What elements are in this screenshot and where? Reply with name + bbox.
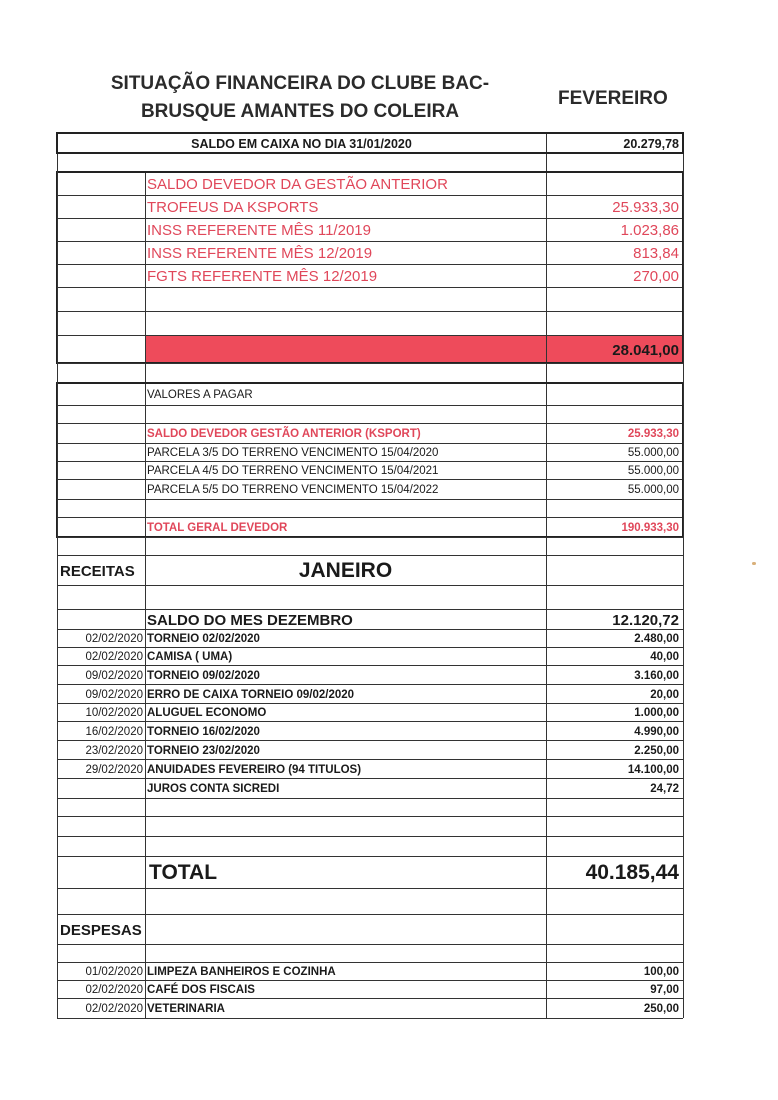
receita-desc: TORNEIO 16/02/2020 xyxy=(147,725,260,738)
a-pagar-header: VALORES A PAGAR xyxy=(147,389,253,401)
debito-label: FGTS REFERENTE MÊS 12/2019 xyxy=(147,268,378,285)
receita-value: 24,72 xyxy=(650,783,679,795)
debito-row xyxy=(57,264,683,288)
despesas-label: DESPESAS xyxy=(60,921,142,939)
receita-value: 14.100,00 xyxy=(627,763,679,776)
receitas-total-label: TOTAL xyxy=(149,861,218,884)
despesa-row xyxy=(57,980,683,999)
debito-value xyxy=(546,173,683,196)
debito-value: 1.023,86 xyxy=(620,222,679,239)
receita-desc: JUROS CONTA SICREDI xyxy=(147,783,280,795)
spacer-row xyxy=(57,537,683,556)
receitas-total-value: 40.185,44 xyxy=(585,861,679,884)
receita-row xyxy=(57,629,683,648)
despesa-date: 02/02/2020 xyxy=(85,1002,143,1015)
despesa-desc: VETERINARIA xyxy=(147,1002,225,1015)
a-pagar-row xyxy=(57,423,683,444)
despesa-desc: LIMPEZA BANHEIROS E COZINHA xyxy=(147,966,336,978)
empty-row xyxy=(57,944,683,963)
empty-row xyxy=(57,499,683,518)
receita-date: 16/02/2020 xyxy=(85,725,143,738)
debito-row xyxy=(57,172,683,196)
receita-row xyxy=(57,703,683,722)
spacer-row xyxy=(57,153,683,173)
despesa-value: 100,00 xyxy=(643,966,679,978)
a-pagar-label: PARCELA 4/5 DO TERRENO VENCIMENTO 15/04/2021 xyxy=(147,465,439,477)
saldo-mes-value: 12.120,72 xyxy=(612,611,679,629)
despesa-value: 250,00 xyxy=(643,1002,679,1015)
a-pagar-label: PARCELA 3/5 DO TERRENO VENCIMENTO 15/04/2020 xyxy=(147,447,439,459)
receita-date: 02/02/2020 xyxy=(85,633,143,645)
debito-label: SALDO DEVEDOR DA GESTÃO ANTERIOR xyxy=(147,176,448,193)
receitas-header-row xyxy=(57,555,683,586)
receita-value: 3.160,00 xyxy=(634,669,679,682)
saldo-caixa-value: 20.279,78 xyxy=(623,137,679,151)
a-pagar-header-row xyxy=(57,383,683,406)
receitas-label: RECEITAS xyxy=(60,562,135,580)
report-month: FEVEREIRO xyxy=(558,88,668,109)
report-title-line-2: BRUSQUE AMANTES DO COLEIRA xyxy=(140,101,460,122)
a-pagar-row xyxy=(57,461,683,480)
receita-row xyxy=(57,684,683,704)
receita-desc: CAMISA ( UMA) xyxy=(147,651,233,663)
a-pagar-total-label: TOTAL GERAL DEVEDOR xyxy=(147,522,288,534)
receita-desc: TORNEIO 23/02/2020 xyxy=(147,744,260,757)
receita-desc: TORNEIO 09/02/2020 xyxy=(147,669,260,682)
a-pagar-row xyxy=(57,479,683,500)
despesa-desc: CAFÉ DOS FISCAIS xyxy=(147,984,255,996)
despesa-value: 97,00 xyxy=(650,984,679,996)
empty-row xyxy=(57,287,683,312)
receita-date: 09/02/2020 xyxy=(85,669,143,682)
despesa-date: 01/02/2020 xyxy=(85,966,143,978)
despesa-row xyxy=(57,998,683,1019)
debito-row xyxy=(57,195,683,219)
debito-row xyxy=(57,218,683,242)
a-pagar-label: SALDO DEVEDOR GESTÃO ANTERIOR (KSPORT) xyxy=(147,428,421,440)
debitos-total-value: 28.041,00 xyxy=(612,341,679,359)
a-pagar-total-value: 190.933,30 xyxy=(621,522,679,534)
receita-date: 09/02/2020 xyxy=(85,688,143,701)
receita-value: 20,00 xyxy=(650,688,679,701)
receita-desc: ANUIDADES FEVEREIRO (94 TITULOS) xyxy=(147,763,362,776)
empty-row xyxy=(57,888,683,915)
saldo-mes-label: SALDO DO MES DEZEMBRO xyxy=(147,611,353,629)
a-pagar-value: 55.000,00 xyxy=(627,484,679,496)
receita-row xyxy=(57,665,683,685)
receitas-total-row xyxy=(57,856,683,889)
empty-row xyxy=(57,585,683,610)
receita-date: 23/02/2020 xyxy=(85,744,143,757)
despesa-row xyxy=(57,962,683,981)
despesas-header-row xyxy=(57,914,683,945)
empty-row xyxy=(57,836,683,857)
receita-row xyxy=(57,721,683,741)
receita-desc: TORNEIO 02/02/2020 xyxy=(147,633,260,645)
report-title-line-1: SITUAÇÃO FINANCEIRA DO CLUBE BAC- xyxy=(110,73,490,94)
receita-desc: ERRO DE CAIXA TORNEIO 09/02/2020 xyxy=(147,688,355,701)
empty-row xyxy=(57,311,683,336)
a-pagar-value: 55.000,00 xyxy=(627,465,679,477)
despesa-date: 02/02/2020 xyxy=(85,984,143,996)
debito-value: 25.933,30 xyxy=(612,199,679,216)
receita-value: 1.000,00 xyxy=(634,707,679,719)
empty-row xyxy=(57,798,683,817)
debito-label: TROFEUS DA KSPORTS xyxy=(147,199,319,216)
receita-date: 10/02/2020 xyxy=(85,707,143,719)
debito-value: 270,00 xyxy=(633,268,679,285)
spacer-row xyxy=(57,363,683,384)
saldo-mes-row xyxy=(57,609,683,630)
debitos-total-row xyxy=(57,335,683,364)
receita-row xyxy=(57,740,683,760)
empty-row xyxy=(57,405,683,424)
a-pagar-value: 25.933,30 xyxy=(627,428,679,440)
saldo-caixa-label: SALDO EM CAIXA NO DIA 31/01/2020 xyxy=(191,137,412,151)
debito-label: INSS REFERENTE MÊS 11/2019 xyxy=(147,222,371,239)
receita-date: 29/02/2020 xyxy=(85,763,143,776)
receita-row xyxy=(57,647,683,666)
a-pagar-value: 55.000,00 xyxy=(627,447,679,459)
receita-value: 4.990,00 xyxy=(634,725,679,738)
receitas-month: JANEIRO xyxy=(298,559,393,582)
receita-date: 02/02/2020 xyxy=(85,651,143,663)
receita-value: 40,00 xyxy=(650,651,679,663)
a-pagar-row xyxy=(57,443,683,462)
empty-row xyxy=(57,816,683,837)
debito-label: INSS REFERENTE MÊS 12/2019 xyxy=(147,245,373,262)
receita-row xyxy=(57,778,683,799)
saldo-caixa-row xyxy=(57,133,683,154)
a-pagar-label: PARCELA 5/5 DO TERRENO VENCIMENTO 15/04/2022 xyxy=(147,484,439,496)
receita-desc: ALUGUEL ECONOMO xyxy=(147,707,267,719)
receita-date xyxy=(57,779,145,799)
receita-value: 2.480,00 xyxy=(634,633,679,645)
debito-row xyxy=(57,241,683,265)
receita-value: 2.250,00 xyxy=(634,744,679,757)
debito-value: 813,84 xyxy=(633,245,679,262)
a-pagar-total-row xyxy=(57,517,683,538)
receita-row xyxy=(57,759,683,779)
scan-speck xyxy=(752,562,756,565)
